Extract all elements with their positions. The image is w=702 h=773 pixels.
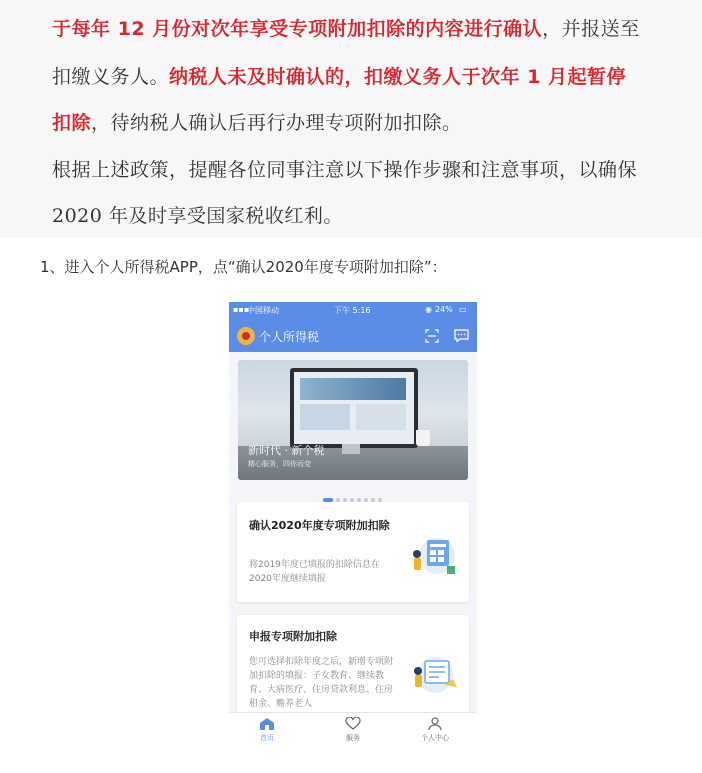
carrier-label: 中国移动 — [247, 306, 279, 315]
article-excerpt — [0, 0, 702, 238]
clock: 下午 5:16 — [334, 306, 371, 315]
person-icon — [427, 717, 443, 731]
carousel-dot[interactable] — [336, 498, 340, 502]
cup-image — [416, 430, 430, 446]
home-icon — [259, 717, 275, 731]
declare-deduction-card[interactable] — [237, 615, 469, 720]
battery-level: 24% — [435, 305, 453, 314]
bottom-tab-bar — [229, 712, 477, 748]
tab-label: 个人中心 — [421, 734, 449, 742]
article-line-4: 根据上述政策，提醒各位同事注意以下操作步骤和注意事项，以确保 — [52, 159, 638, 181]
signal-icon: ▪▪▪ — [233, 305, 250, 314]
confirm-illustration-icon — [407, 532, 461, 578]
message-icon[interactable] — [454, 329, 469, 342]
promo-banner[interactable] — [238, 360, 468, 480]
monitor-stand — [342, 444, 360, 454]
highlight-text: 扣除 — [52, 112, 92, 134]
tax-emblem-icon — [237, 327, 255, 345]
highlight-text: 于每年 12 月份对次年享受专项附加扣除的内容进行确认 — [52, 18, 543, 40]
card-title: 申报专项附加扣除 — [249, 630, 337, 643]
article-line-2: 扣缴义务人。纳税人未及时确认的，扣缴义务人于次年 1 月起暂停 — [52, 66, 626, 88]
carousel-dot[interactable] — [378, 498, 382, 502]
carousel-dot[interactable] — [357, 498, 361, 502]
lock-icon: ◉ — [425, 305, 432, 314]
article-line-3: 扣除，待纳税人确认后再行办理专项附加扣除。 — [52, 112, 462, 134]
app-title: 个人所得税 — [259, 330, 320, 344]
carousel-dot[interactable] — [323, 498, 333, 502]
article-line-1: 于每年 12 月份对次年享受专项附加扣除的内容进行确认，并报送至 — [52, 18, 640, 40]
card-description: 将2019年度已填报的扣除信息在2020年度继续填报 — [249, 560, 380, 584]
declare-illustration-icon — [407, 651, 461, 697]
tab-personal-center[interactable] — [405, 717, 465, 743]
computer-monitor-image — [290, 368, 418, 448]
tab-home[interactable] — [237, 717, 297, 743]
banner-subtitle: 精心服务，四你而变 — [248, 460, 311, 468]
battery-icon: ▭ — [459, 305, 467, 314]
step-instruction: 1、进入个人所得税APP，点“确认2020年度专项附加扣除”： — [40, 258, 447, 276]
tab-label: 服务 — [346, 734, 360, 742]
carousel-dot[interactable] — [343, 498, 347, 502]
card-title: 确认2020年度专项附加扣除 — [249, 519, 390, 532]
article-line-5: 2020 年及时享受国家税收红利。 — [52, 205, 343, 227]
status-bar — [229, 302, 477, 320]
banner-title: 新时代 · 新个税 — [248, 444, 325, 457]
tab-service[interactable] — [323, 717, 383, 743]
confirm-deduction-card[interactable] — [237, 502, 469, 602]
highlight-text: 纳税人未及时确认的，扣缴义务人于次年 1 月起暂停 — [169, 66, 626, 88]
card-description: 您可选择扣除年度之后，新增专项附加扣除的填报：子女教育、继续教育、大病医疗、住房贷款利息、住房租金、赡养老人 — [249, 657, 394, 709]
scan-icon[interactable] — [425, 329, 439, 343]
carousel-dot[interactable] — [371, 498, 375, 502]
heart-hand-icon — [345, 717, 361, 731]
app-header — [229, 320, 477, 352]
tab-label: 首页 — [260, 734, 274, 742]
carousel-dot[interactable] — [364, 498, 368, 502]
carousel-dot[interactable] — [350, 498, 354, 502]
phone-screenshot — [229, 302, 477, 748]
carousel-indicator — [323, 489, 385, 495]
